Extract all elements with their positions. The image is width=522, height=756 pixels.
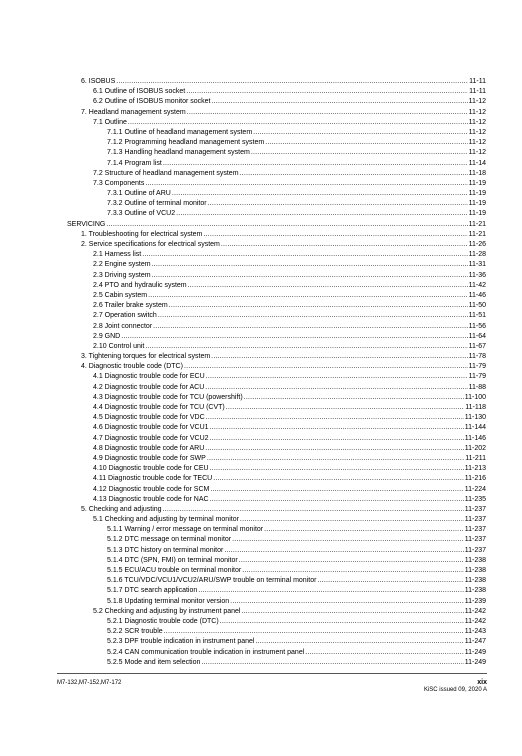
toc-entry-title: 7.1 Outline (93, 118, 127, 126)
toc-entry-title: 7.1.2 Programming headland management system (107, 139, 265, 147)
toc-entry-page: 11-216 (464, 475, 486, 483)
toc-dot-leader (207, 454, 464, 464)
toc-entry[interactable] (67, 495, 486, 505)
footer-issue-date: KiSC issued 09, 2020 A (423, 687, 487, 693)
toc-entry[interactable] (67, 393, 486, 403)
toc-entry[interactable] (67, 240, 486, 250)
toc-entry-page: 11-237 (464, 546, 486, 554)
toc-entry-page: 11-130 (464, 414, 486, 422)
toc-entry[interactable] (67, 485, 486, 495)
toc-dot-leader (184, 362, 468, 372)
toc-entry-page: 11-237 (464, 516, 486, 524)
toc-entry-title: 2.8 Joint connector (93, 322, 153, 330)
toc-entry[interactable] (67, 179, 486, 189)
toc-dot-leader (232, 535, 464, 545)
toc-entry-title: 4. Diagnostic trouble code (DTC) (81, 363, 183, 371)
toc-dot-leader (224, 546, 463, 556)
footer-page-number: xix (477, 679, 487, 686)
toc-entry-page: 11-202 (464, 444, 486, 452)
toc-dot-leader (198, 586, 463, 596)
toc-entry-title: 2.4 PTO and hydraulic system (93, 281, 187, 289)
toc-entry-title: 7.1.3 Handling headland management system (107, 149, 250, 157)
toc-dot-leader (241, 607, 463, 617)
toc-dot-leader (240, 515, 464, 525)
toc-entry[interactable] (67, 199, 486, 209)
toc-dot-leader (244, 393, 464, 403)
toc-entry-page: 11-11 (469, 78, 486, 85)
toc-entry[interactable] (67, 311, 486, 321)
footer-divider (57, 673, 487, 674)
toc-dot-leader (242, 566, 463, 576)
toc-entry[interactable] (67, 118, 486, 128)
toc-entry[interactable] (67, 617, 486, 627)
toc-entry[interactable] (67, 454, 486, 464)
toc-entry-page: 11-19 (468, 210, 486, 218)
toc-entry-title: 2.6 Trailer brake system (93, 302, 168, 310)
toc-entry-title: 5.1.7 DTC search application (107, 587, 198, 595)
toc-entry-title: 4.8 Diagnostic trouble code for ARU (93, 444, 205, 452)
toc-entry[interactable] (67, 546, 486, 556)
toc-entry-page: 11-12 (468, 118, 486, 126)
toc-entry-page: 11-36 (468, 271, 486, 279)
toc-entry-title: 7. Headland management system (81, 108, 186, 116)
toc-entry-page: 11-19 (468, 190, 486, 198)
toc-entry[interactable] (67, 352, 486, 362)
toc-entry-page: 11-28 (468, 251, 486, 259)
toc-entry[interactable] (67, 648, 486, 658)
toc-entry-title: 2.1 Harness list (93, 251, 142, 259)
toc-dot-leader (164, 627, 464, 637)
toc-entry-page: 11-67 (468, 342, 486, 350)
toc-entry-page: 11-224 (464, 485, 486, 493)
toc-entry-page: 11-242 (464, 607, 486, 615)
toc-entry-page: 11-12 (468, 98, 486, 106)
toc-entry-title: 4.5 Diagnostic trouble code for VDC (93, 414, 205, 422)
toc-entry-page: 11-239 (464, 597, 486, 605)
toc-dot-leader (213, 474, 464, 484)
toc-entry[interactable] (67, 281, 486, 291)
toc-entry-title: 4.10 Diagnostic trouble code for CEU (93, 465, 209, 473)
toc-entry[interactable] (67, 597, 486, 607)
toc-entry[interactable] (67, 128, 486, 138)
toc-entry[interactable] (67, 342, 486, 352)
toc-entry-title: 2.10 Control unit (93, 342, 145, 350)
toc-entry-page: 11-79 (468, 363, 486, 371)
toc-entry-title: 5.1.1 Warning / error message on terminal monitor (107, 526, 264, 534)
toc-entry-page: 11-237 (464, 505, 486, 513)
toc-entry-page: 11-144 (464, 424, 486, 432)
toc-entry-page: 11-21 (468, 220, 486, 228)
toc-entry-page: 11-42 (468, 281, 486, 289)
toc-entry[interactable] (67, 474, 486, 484)
toc-dot-leader (210, 464, 464, 474)
toc-dot-leader (210, 423, 464, 433)
toc-dot-leader (206, 372, 468, 382)
toc-dot-leader (145, 342, 467, 352)
toc-entry[interactable] (67, 230, 486, 240)
toc-entry-title: 5.1 Checking and adjusting by terminal monitor (93, 516, 239, 524)
toc-dot-leader (305, 648, 463, 658)
toc-entry-page: 11-238 (464, 587, 486, 595)
toc-entry[interactable] (67, 607, 486, 617)
toc-entry[interactable] (67, 260, 486, 270)
toc-entry-page: 11-243 (464, 628, 486, 636)
toc-entry-page: 11-51 (468, 312, 486, 320)
toc-entry[interactable] (67, 220, 486, 230)
toc-dot-leader (251, 148, 468, 158)
toc-entry[interactable] (67, 637, 486, 647)
toc-dot-leader (169, 301, 468, 311)
toc-entry-title: 4.13 Diagnostic trouble code for NAC (93, 495, 209, 503)
toc-entry[interactable] (67, 413, 486, 423)
toc-dot-leader (317, 576, 463, 586)
toc-entry-title: 4.9 Diagnostic trouble code for SWP (93, 454, 206, 462)
toc-entry[interactable] (67, 444, 486, 454)
toc-entry-title: 4.2 Diagnostic trouble code for ACU (93, 383, 205, 391)
toc-entry-title: 5.2 Checking and adjusting by instrument panel (93, 607, 241, 615)
toc-dot-leader (264, 525, 464, 535)
toc-entry[interactable] (67, 209, 486, 219)
toc-dot-leader (205, 383, 467, 393)
toc-entry-page: 11-237 (464, 536, 486, 544)
toc-dot-leader (106, 220, 467, 230)
toc-dot-leader (205, 444, 463, 454)
toc-entry-page: 11-100 (464, 393, 486, 401)
toc-dot-leader (152, 260, 468, 270)
toc-dot-leader (240, 169, 468, 179)
toc-entry-title: 2.2 Engine system (93, 261, 151, 269)
toc-entry-page: 11-56 (468, 322, 486, 330)
toc-entry-title: 7.1.1 Outline of headland management system (107, 128, 253, 136)
toc-dot-leader (255, 637, 463, 647)
toc-entry-page: 11-14 (468, 159, 486, 167)
toc-dot-leader (153, 322, 467, 332)
toc-entry-title: 3. Tightening torques for electrical system (81, 353, 211, 361)
toc-dot-leader (176, 209, 468, 219)
toc-entry[interactable] (67, 464, 486, 474)
toc-dot-leader (220, 617, 464, 627)
toc-dot-leader (211, 352, 467, 362)
toc-dot-leader (116, 77, 468, 87)
toc-entry-title: 1. Troubleshooting for electrical system (81, 230, 203, 238)
toc-entry-page: 11-238 (464, 567, 486, 574)
toc-entry-page: 11-64 (468, 332, 486, 340)
toc-dot-leader (203, 230, 467, 240)
toc-entry[interactable] (67, 556, 486, 566)
toc-entry-title: 7.3 Components (93, 179, 145, 187)
toc-entry[interactable] (67, 658, 486, 668)
toc-entry-title: 6.1 Outline of ISOBUS socket (93, 88, 186, 96)
toc-entry-title: SERVICING (67, 220, 106, 228)
toc-entry[interactable] (67, 271, 486, 281)
toc-entry-title: 6.2 Outline of ISOBUS monitor socket (93, 98, 211, 106)
toc-entry[interactable] (67, 627, 486, 637)
toc-dot-leader (121, 332, 467, 342)
toc-entry-title: 5.2.3 DPF trouble indication in instrument panel (107, 638, 255, 646)
toc-entry[interactable] (67, 87, 486, 97)
toc-entry-page: 11-118 (465, 404, 486, 411)
toc-entry[interactable] (67, 362, 486, 372)
toc-entry-title: 7.1.4 Program list (107, 159, 162, 167)
toc-entry[interactable] (67, 138, 486, 148)
table-of-contents (67, 77, 486, 668)
toc-entry-page: 11-12 (468, 108, 486, 116)
footer-model-list: M7-132,M7-152,M7-172 (57, 680, 122, 686)
toc-dot-leader (172, 189, 468, 199)
toc-dot-leader (210, 434, 464, 444)
toc-entry-page: 11-18 (468, 169, 486, 177)
toc-entry-page: 11-238 (464, 577, 486, 585)
toc-dot-leader (230, 597, 464, 607)
toc-entry[interactable] (67, 515, 486, 525)
toc-entry-page: 11-79 (468, 373, 486, 381)
toc-entry-title: 7.3.2 Outline of terminal monitor (107, 200, 207, 208)
toc-entry-title: 5.1.3 DTC history on terminal monitor (107, 546, 224, 554)
toc-entry-title: 4.3 Diagnostic trouble code for TCU (powershift) (93, 393, 243, 401)
toc-entry-title: 5.2.5 Mode and item selection (107, 658, 201, 666)
toc-entry-title: 7.3.1 Outline of ARU (107, 190, 171, 198)
toc-dot-leader (253, 128, 467, 138)
toc-entry-title: 5.1.5 ECU/ACU trouble on terminal monitor (107, 567, 242, 574)
toc-dot-leader (186, 87, 468, 97)
toc-entry-title: 5.1.2 DTC message on terminal monitor (107, 536, 232, 544)
toc-entry-page: 11-12 (468, 128, 486, 136)
toc-entry-page: 11-237 (464, 526, 486, 534)
toc-entry[interactable] (67, 159, 486, 169)
toc-entry-page: 11-249 (464, 658, 486, 666)
toc-entry-page: 11-50 (468, 302, 486, 310)
toc-entry[interactable] (67, 291, 486, 301)
toc-entry-page: 11-21 (468, 230, 486, 238)
toc-entry-title: 2.9 GND (93, 332, 121, 340)
toc-entry-page: 11-213 (464, 465, 486, 473)
toc-entry[interactable] (67, 566, 486, 576)
toc-dot-leader (221, 240, 468, 250)
toc-entry[interactable] (67, 586, 486, 596)
toc-dot-leader (206, 413, 464, 423)
toc-entry-title: 4.7 Diagnostic trouble code for VCU2 (93, 434, 209, 442)
toc-entry[interactable] (67, 189, 486, 199)
toc-entry-page: 11-19 (468, 200, 486, 208)
toc-dot-leader (148, 291, 468, 301)
toc-entry-page: 11-211 (465, 454, 486, 462)
toc-entry-page: 11-26 (468, 241, 486, 248)
toc-dot-leader (158, 311, 468, 321)
toc-entry[interactable] (67, 535, 486, 545)
toc-entry-title: 7.3.3 Outline of VCU2 (107, 210, 176, 218)
toc-dot-leader (187, 108, 468, 118)
toc-dot-leader (212, 97, 468, 107)
toc-entry-title: 5. Checking and adjusting (81, 505, 162, 513)
toc-dot-leader (128, 118, 468, 128)
toc-entry-page: 11-19 (468, 179, 486, 187)
toc-entry-page: 11-238 (464, 556, 486, 564)
toc-entry-title: 7.2 Structure of headland management system (93, 169, 239, 177)
toc-dot-leader (145, 179, 467, 189)
toc-entry-page: 11-249 (464, 648, 486, 656)
toc-entry[interactable] (67, 423, 486, 433)
toc-entry-title: 2. Service specifications for electrical system (81, 241, 220, 248)
toc-dot-leader (152, 271, 468, 281)
toc-entry-title: 5.1.4 DTC (SPN, FMI) on terminal monitor (107, 556, 238, 564)
toc-entry[interactable] (67, 576, 486, 586)
toc-entry[interactable] (67, 77, 486, 87)
toc-entry-page: 11-242 (464, 617, 486, 625)
toc-entry-title: 4.11 Diagnostic trouble code for TECU (93, 475, 213, 483)
toc-entry[interactable] (67, 148, 486, 158)
toc-entry[interactable] (67, 332, 486, 342)
toc-dot-leader (163, 159, 468, 169)
toc-entry[interactable] (67, 525, 486, 535)
toc-dot-leader (239, 556, 464, 566)
toc-dot-leader (208, 199, 468, 209)
toc-entry-title: 5.1.8 Updating terminal monitor version (107, 597, 230, 605)
toc-entry-page: 11-46 (468, 291, 486, 299)
toc-dot-leader (265, 138, 467, 148)
toc-entry[interactable] (67, 322, 486, 332)
toc-entry-page: 11-12 (468, 139, 486, 147)
toc-dot-leader (226, 403, 464, 413)
toc-dot-leader (188, 281, 468, 291)
toc-dot-leader (210, 485, 463, 495)
toc-entry-title: 4.1 Diagnostic trouble code for ECU (93, 373, 205, 381)
toc-entry[interactable] (67, 403, 486, 413)
toc-dot-leader (163, 505, 464, 515)
toc-entry[interactable] (67, 383, 486, 393)
toc-dot-leader (201, 658, 463, 668)
toc-entry-title: 5.1.6 TCU/VDC/VCU1/VCU2/ARU/SWP trouble on terminal monitor (107, 577, 317, 585)
toc-entry[interactable] (67, 108, 486, 118)
toc-entry-page: 11-247 (464, 638, 486, 646)
toc-entry-title: 5.2.4 CAN communication trouble indication in instrument panel (107, 648, 305, 656)
toc-entry-title: 4.12 Diagnostic trouble code for SCM (93, 485, 210, 493)
toc-entry-page: 11-12 (468, 149, 486, 157)
toc-entry-page: 11-235 (464, 495, 486, 503)
toc-dot-leader (142, 250, 467, 260)
toc-entry[interactable] (67, 301, 486, 311)
toc-entry[interactable] (67, 434, 486, 444)
toc-dot-leader (210, 495, 464, 505)
toc-entry[interactable] (67, 372, 486, 382)
toc-entry-page: 11-31 (468, 261, 486, 269)
toc-entry-title: 4.6 Diagnostic trouble code for VCU1 (93, 424, 209, 432)
toc-entry[interactable] (67, 250, 486, 260)
toc-entry[interactable] (67, 169, 486, 179)
toc-entry-title: 4.4 Diagnostic trouble code for TCU (CVT) (93, 404, 225, 411)
toc-entry-page: 11-146 (464, 434, 486, 442)
toc-entry-title: 6. ISOBUS (81, 78, 116, 85)
toc-entry-title: 2.5 Cabin system (93, 291, 148, 299)
toc-entry-page: 11-11 (469, 88, 486, 96)
toc-entry[interactable] (67, 97, 486, 107)
toc-entry-title: 5.2.1 Diagnostic trouble code (DTC) (107, 617, 219, 625)
toc-entry-page: 11-88 (468, 383, 486, 391)
toc-entry-page: 11-78 (468, 353, 486, 361)
toc-entry-title: 5.2.2 SCR trouble (107, 628, 163, 636)
toc-entry-title: 2.7 Operation switch (93, 312, 157, 320)
toc-entry[interactable] (67, 505, 486, 515)
toc-entry-title: 2.3 Driving system (93, 271, 151, 279)
